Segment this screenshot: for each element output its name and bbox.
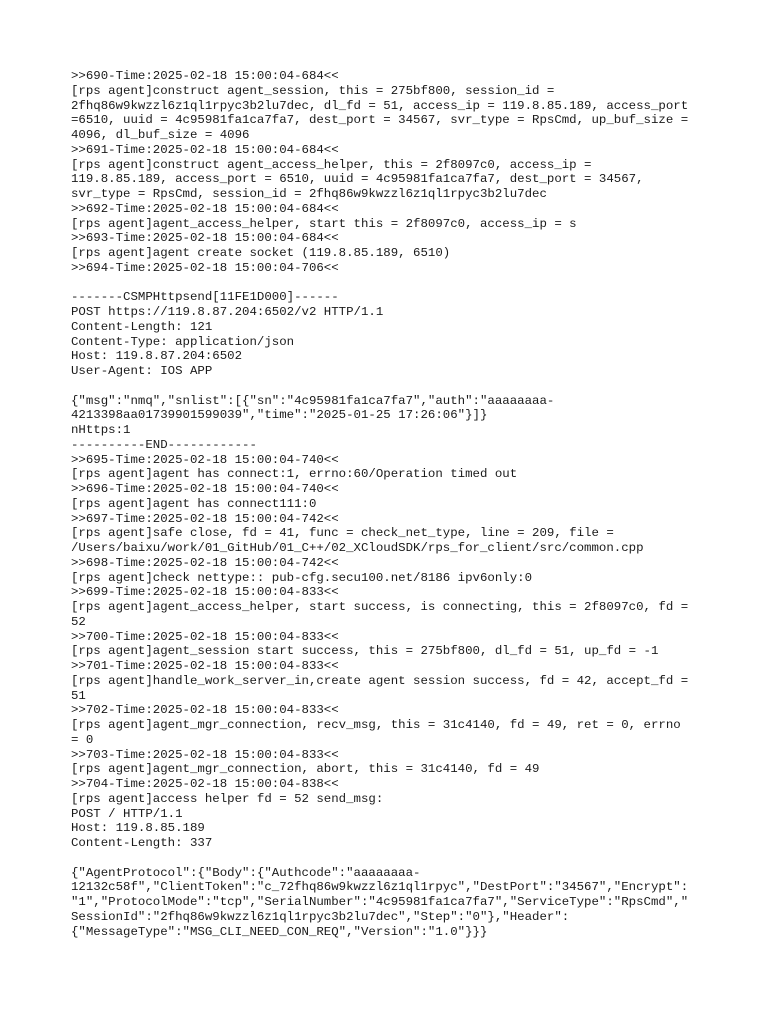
- blank-line: [71, 276, 703, 291]
- log-line: 2fhq86w9kwzzl6z1ql1rpyc3b2lu7dec, dl_fd = 51, access_ip = 119.8.85.189, access_port: [71, 98, 689, 113]
- log-line: >>703-Time:2025-02-18 15:00:04-833<<: [71, 747, 339, 762]
- log-line: [rps agent]agent_access_helper, start success, is connecting, this = 2f8097c0, fd =: [71, 600, 689, 614]
- log-line: >>699-Time:2025-02-18 15:00:04-833<<: [71, 585, 339, 600]
- log-line: [rps agent]access helper fd = 52 send_msg:: [71, 791, 384, 806]
- log-line: >>693-Time:2025-02-18 15:00:04-684<<: [71, 231, 339, 246]
- log-line: >>695-Time:2025-02-18 15:00:04-740<<: [71, 452, 339, 467]
- log-line: [rps agent]agent create socket (119.8.85.189, 6510): [71, 246, 451, 260]
- log-line: -------CSMPHttpsend[11FE1D000]------: [71, 290, 339, 305]
- log-line: 12132c58f","ClientToken":"c_72fhq86w9kwzzl6z1ql1rpyc","DestPort":"34567","Encrypt":: [71, 880, 689, 895]
- log-line: >>698-Time:2025-02-18 15:00:04-742<<: [71, 555, 339, 570]
- log-line: User-Agent: IOS APP: [71, 364, 213, 378]
- log-line: >>691-Time:2025-02-18 15:00:04-684<<: [71, 142, 339, 157]
- log-line: >>694-Time:2025-02-18 15:00:04-706<<: [71, 260, 339, 275]
- log-line: >>692-Time:2025-02-18 15:00:04-684<<: [71, 201, 339, 216]
- log-line: [rps agent]construct agent_session, this = 275bf800, session_id =: [71, 83, 555, 98]
- log-line: [rps agent]agent_session start success, this = 275bf800, dl_fd = 51, up_fd = -1: [71, 644, 659, 659]
- log-line: POST https://119.8.87.204:6502/v2 HTTP/1.1: [71, 305, 384, 319]
- log-line: 4213398aa01739901599039","time":"2025-01-25 17:26:06"}]}: [71, 408, 488, 423]
- log-line: >>701-Time:2025-02-18 15:00:04-833<<: [71, 659, 339, 673]
- log-line: 51: [71, 688, 86, 703]
- log-line: >>696-Time:2025-02-18 15:00:04-740<<: [71, 482, 339, 496]
- log-line: [rps agent]agent has connect:1, errno:60/Operation timed out: [71, 467, 518, 482]
- log-line: [rps agent]safe close, fd = 41, func = check_net_type, line = 209, file =: [71, 526, 614, 541]
- log-line: SessionId":"2fhq86w9kwzzl6z1ql1rpyc3b2lu7dec","Step":"0"},"Header":: [71, 909, 570, 924]
- log-line: >>697-Time:2025-02-18 15:00:04-742<<: [71, 511, 339, 526]
- log-line: Content-Type: application/json: [71, 334, 295, 349]
- log-line: [rps agent]agent has connect111:0: [71, 496, 317, 511]
- log-line: [rps agent]agent_mgr_connection, abort, this = 31c4140, fd = 49: [71, 762, 540, 777]
- log-line: = 0: [71, 732, 94, 747]
- log-line: /Users/baixu/work/01_GitHub/01_C++/02_XCloudSDK/rps_for_client/src/common.cpp: [71, 541, 644, 555]
- log-text-block: [71, 69, 703, 939]
- log-line: Host: 119.8.87.204:6502: [71, 349, 243, 364]
- log-line: >>704-Time:2025-02-18 15:00:04-838<<: [71, 777, 339, 791]
- log-line: [rps agent]construct agent_access_helper, this = 2f8097c0, access_ip =: [71, 157, 592, 172]
- log-line: =6510, uuid = 4c95981fa1ca7fa7, dest_port = 34567, svr_type = RpsCmd, up_buf_size =: [71, 113, 689, 128]
- log-line: >>702-Time:2025-02-18 15:00:04-833<<: [71, 703, 339, 718]
- blank-line: [71, 379, 703, 394]
- log-line: nHttps:1: [71, 423, 131, 437]
- log-line: Content-Length: 121: [71, 319, 213, 334]
- log-line: {"MessageType":"MSG_CLI_NEED_CON_REQ","Version":"1.0"}}}: [71, 924, 488, 939]
- log-line: {"msg":"nmq","snlist":[{"sn":"4c95981fa1ca7fa7","auth":"aaaaaaaa-: [71, 393, 555, 408]
- log-line: svr_type = RpsCmd, session_id = 2fhq86w9kwzzl6z1ql1rpyc3b2lu7dec: [71, 187, 547, 201]
- log-line: [rps agent]agent_mgr_connection, recv_msg, this = 31c4140, fd = 49, ret = 0, errno: [71, 718, 681, 732]
- log-line: >>690-Time:2025-02-18 15:00:04-684<<: [71, 69, 339, 83]
- log-line: [rps agent]agent_access_helper, start this = 2f8097c0, access_ip = s: [71, 216, 577, 231]
- log-line: POST / HTTP/1.1: [71, 806, 183, 821]
- log-line: [rps agent]handle_work_server_in,create agent session success, fd = 42, accept_fd =: [71, 673, 689, 688]
- log-line: 4096, dl_buf_size = 4096: [71, 128, 250, 142]
- log-line: ----------END------------: [71, 437, 257, 452]
- log-line: Content-Length: 337: [71, 836, 213, 850]
- log-line: {"AgentProtocol":{"Body":{"Authcode":"aaaaaaaa-: [71, 865, 421, 880]
- log-line: "1","ProtocolMode":"tcp","SerialNumber":"4c95981fa1ca7fa7","ServiceType":"RpsCmd",": [71, 895, 689, 909]
- log-line: >>700-Time:2025-02-18 15:00:04-833<<: [71, 629, 339, 644]
- blank-line: [71, 851, 703, 866]
- log-line: 52: [71, 614, 86, 629]
- log-line: [rps agent]check nettype:: pub-cfg.secu100.net/8186 ipv6only:0: [71, 570, 533, 585]
- log-line: Host: 119.8.85.189: [71, 821, 205, 836]
- log-line: 119.8.85.189, access_port = 6510, uuid = 4c95981fa1ca7fa7, dest_port = 34567,: [71, 172, 644, 187]
